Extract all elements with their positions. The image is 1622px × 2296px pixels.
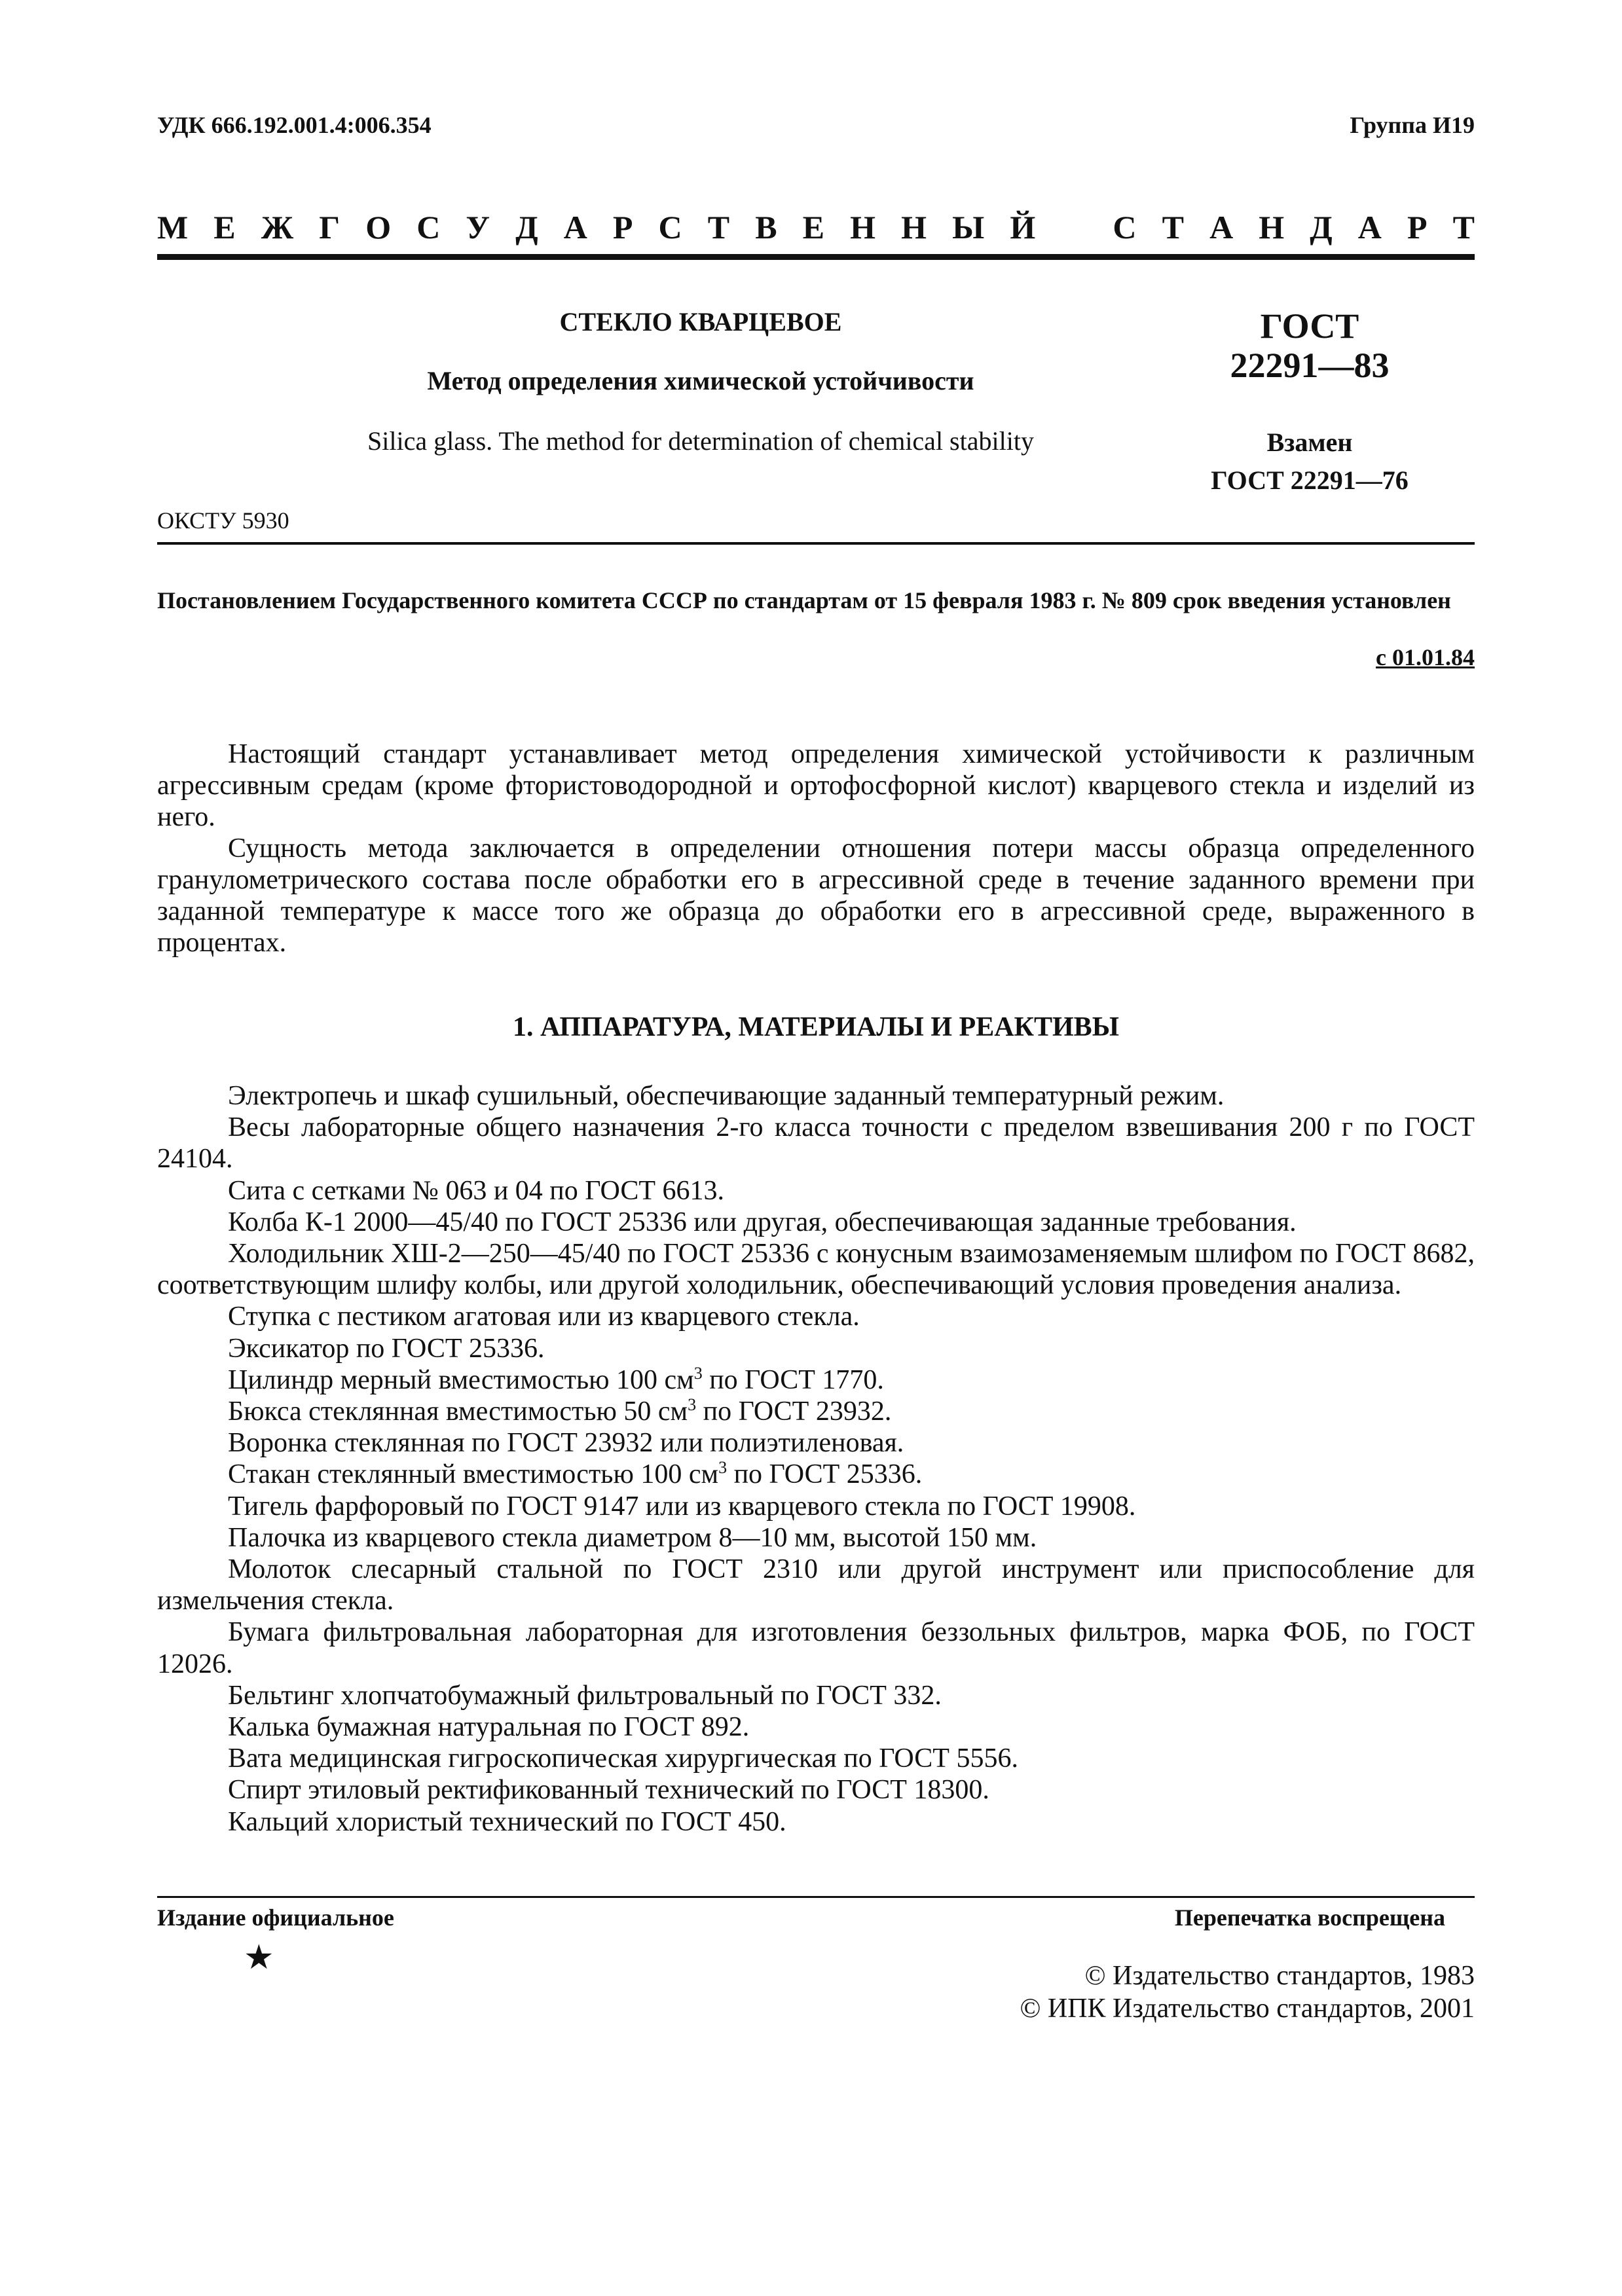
banner-letter: Т	[1162, 209, 1184, 246]
list-item: Колба К-1 2000—45/40 по ГОСТ 25336 или другая, обеспечивающая заданные требования.	[228, 1207, 1297, 1237]
banner-letter: Р	[1407, 209, 1428, 246]
list-item: Холодильник ХШ-2—250—45/40 по ГОСТ 25336 с конусным взаимозаменяемым шлифом по ГОСТ 8682, соответствующим шлифу колбы, или другой холодильник, обеспечивающий условия проведения анализа.	[157, 1239, 1475, 1301]
english-title: Silica glass. The method for determination of chemical stability	[367, 426, 1034, 456]
interstate-standard-banner	[157, 208, 1475, 246]
list-item: Тигель фарфоровый по ГОСТ 9147 или из кварцевого стекла по ГОСТ 19908.	[228, 1491, 1136, 1522]
list-item: Электропечь и шкаф сушильный, обеспечивающие заданный температурный режим.	[228, 1081, 1225, 1111]
gost-number: 22291—83	[1230, 346, 1390, 385]
replaces-number: ГОСТ 22291—76	[1211, 465, 1409, 495]
section-heading: 1. АППАРАТУРА, МАТЕРИАЛЫ И РЕАКТИВЫ	[513, 1012, 1119, 1042]
effective-date: с 01.01.84	[1376, 644, 1475, 670]
list-item: Бельтинг хлопчатобумажный фильтровальный по ГОСТ 332.	[228, 1680, 942, 1711]
banner-letter: Н	[1259, 209, 1285, 246]
document-title: СТЕКЛО КВАРЦЕВОЕ	[559, 307, 842, 337]
gost-label: ГОСТ	[1260, 306, 1359, 346]
list-item: Молоток слесарный стальной по ГОСТ 2310 или другой инструмент или приспособление для измельчения стекла.	[157, 1554, 1475, 1616]
banner-letter: Ж	[261, 209, 294, 246]
list-item: Вата медицинская гигроскопическая хирургическая по ГОСТ 5556.	[228, 1743, 1018, 1774]
list-item: Бумага фильтровальная лабораторная для изготовления беззольных фильтров, марка ФОБ, по ГОСТ 12026.	[157, 1617, 1475, 1679]
equipment-list	[157, 1080, 1475, 1838]
footer-rule	[157, 1896, 1475, 1898]
banner-letter: Ы	[952, 209, 985, 246]
list-item: Спирт этиловый ректификованный технический по ГОСТ 18300.	[228, 1775, 989, 1806]
list-item: Стакан стеклянный вместимостью 100 $см^3$ по ГОСТ 25336.	[228, 1458, 923, 1490]
banner-letter: А	[563, 209, 587, 246]
decree-text: Постановлением Государственного комитета СССР по стандартам от 15 февраля 1983 г. № 809 срок введения установлен	[157, 587, 1451, 613]
list-item: Цилиндр мерный вместимостью 100 $см^3$ по ГОСТ 1770.	[228, 1363, 884, 1395]
banner-letter: В	[755, 209, 777, 246]
replaces-label: Взамен	[1266, 428, 1353, 457]
star-icon: ★	[244, 1938, 274, 1977]
list-item: Эксикатор по ГОСТ 25336.	[228, 1333, 545, 1364]
banner-gap	[1061, 208, 1087, 246]
banner-letter: Н	[901, 209, 927, 246]
banner-letter: А	[1357, 209, 1382, 246]
banner-letter: Д	[1310, 209, 1333, 246]
list-item: Весы лабораторные общего назначения 2-го класса точности с пределом взвешивания 200 г по ГОСТ 24104.	[157, 1112, 1475, 1175]
banner-letter: Н	[850, 209, 876, 246]
banner-letter: Т	[1452, 209, 1475, 246]
banner-letter: С	[416, 209, 441, 246]
banner-letter: Г	[319, 209, 341, 246]
banner-letter: Р	[612, 209, 633, 246]
list-item: Калька бумажная натуральная по ГОСТ 892.	[228, 1712, 750, 1743]
list-item: Воронка стеклянная по ГОСТ 23932 или полиэтиленовая.	[228, 1428, 904, 1459]
list-item: Палочка из кварцевого стекла диаметром 8—10 мм, высотой 150 мм.	[228, 1522, 1037, 1553]
intro-paragraph: Сущность метода заключается в определении отношения потери массы образца определенного гранулометрического состава после обработки его в агрессивной среде в течение заданного времени при заданной температуре к массе того же образца до обработки его в агрессивной среде, выраженного в процентах.	[157, 833, 1475, 958]
banner-letter: Е	[213, 209, 236, 246]
list-item: Кальций хлористый технический по ГОСТ 450.	[228, 1806, 786, 1837]
udc-code: УДК 666.192.001.4:006.354	[157, 112, 432, 138]
banner-letter: С	[658, 209, 682, 246]
copyright-line: © ИПК Издательство стандартов, 2001	[1020, 1994, 1475, 2024]
okstu-code: ОКСТУ 5930	[157, 507, 289, 534]
banner-letter: М	[157, 209, 189, 246]
banner-rule	[157, 254, 1475, 260]
intro-paragraph: Настоящий стандарт устанавливает метод определения химической устойчивости к различным агрессивным средам (кроме фтористоводородной и ортофосфорной кислот) кварцевого стекла и изделий из него.	[157, 739, 1475, 832]
banner-text	[157, 208, 1475, 246]
banner-letter: Т	[707, 209, 730, 246]
list-item: Бюкса стеклянная вместимостью 50 $см^3$ по ГОСТ 23932.	[228, 1395, 892, 1427]
list-item: Сита с сетками № 063 и 04 по ГОСТ 6613.	[228, 1175, 725, 1206]
title-rule	[157, 542, 1475, 545]
intro-section	[157, 738, 1475, 958]
banner-letter: Д	[515, 209, 538, 246]
document-subtitle: Метод определения химической устойчивости	[427, 366, 974, 395]
banner-letter: А	[1209, 209, 1234, 246]
group-code: Группа И19	[1350, 112, 1475, 138]
banner-letter: У	[466, 209, 490, 246]
copyright-line: © Издательство стандартов, 1983	[1084, 1961, 1475, 1991]
official-edition: Издание официальное	[157, 1904, 394, 1931]
banner-letter: О	[365, 209, 392, 246]
reprint-prohibited: Перепечатка воспрещена	[1174, 1904, 1445, 1931]
banner-letter: Й	[1010, 209, 1036, 246]
banner-letter: Е	[802, 209, 825, 246]
banner-letter: С	[1113, 209, 1137, 246]
list-item: Ступка с пестиком агатовая или из кварцевого стекла.	[228, 1302, 860, 1332]
